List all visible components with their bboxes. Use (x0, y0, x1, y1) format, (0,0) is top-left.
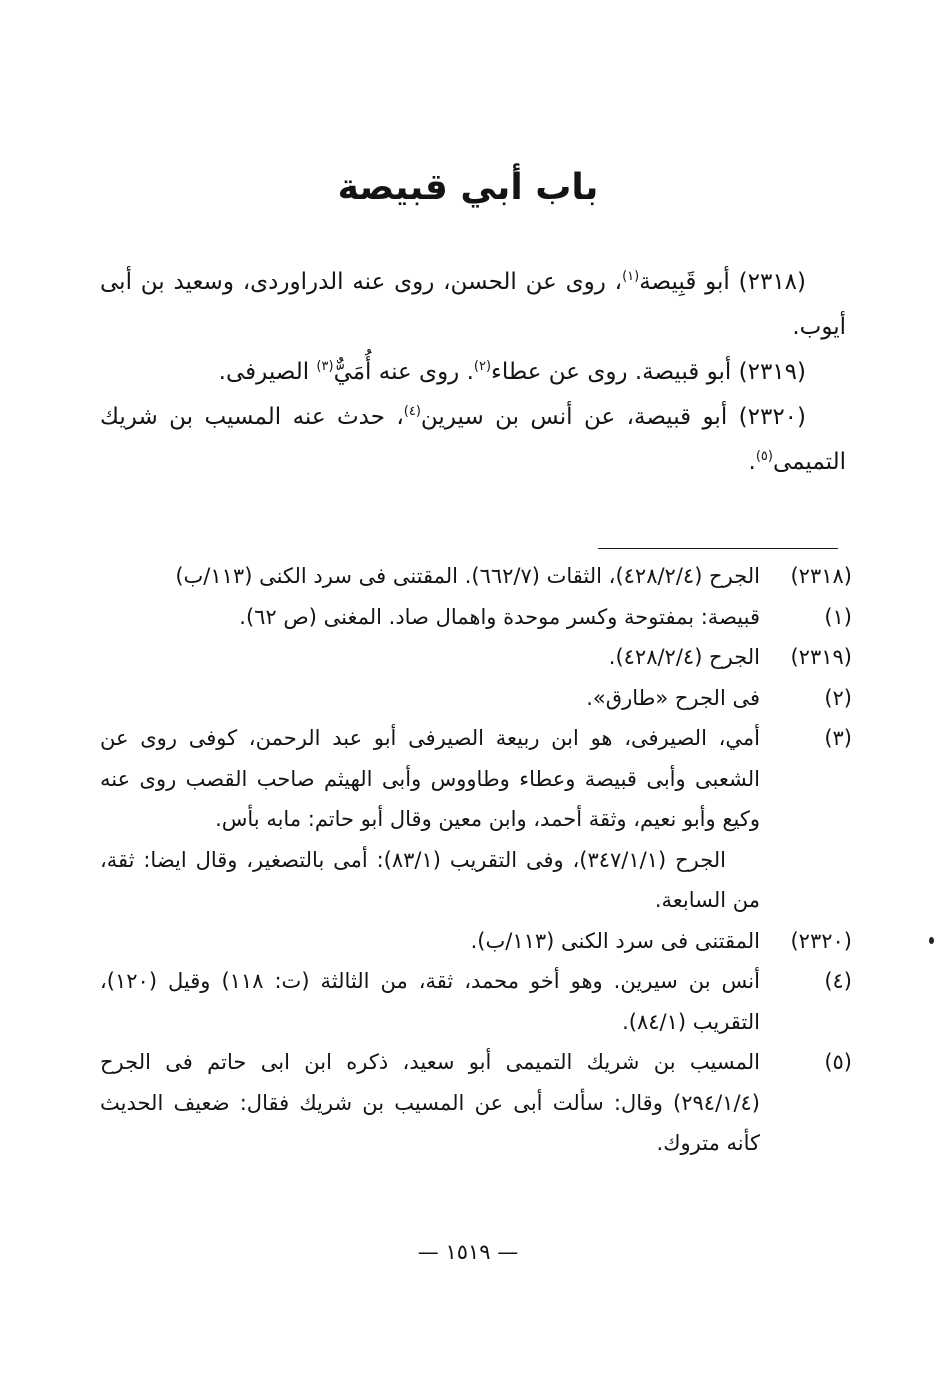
footnote-number: (٣) (824, 726, 852, 750)
entry-text: ، روى عن الحسن، روى عنه الدراوردى، وسعيد بن أبى أيوب. (100, 269, 846, 340)
page-number: — ١٥١٩ — (417, 1240, 519, 1264)
footnote-4 (100, 961, 852, 1042)
footnote-number: (٢٣١٨) (790, 564, 852, 588)
entry-text: الصيرفى. (218, 359, 317, 385)
entry-2320 (100, 395, 846, 485)
margin-mark (929, 937, 934, 944)
footnote-number: (٢٣٢٠) (790, 928, 852, 953)
footnote-text: أنس بن سيرين. وهو أخو محمد، ثقة، من الثالثة (ت: ١١٨) وقيل (١٢٠)، التقريب (٨٤/١). (100, 969, 760, 1034)
footnote-text: الجرح (٣٤٧/١/١)، وفى التقريب (٨٣/١): أمى بالتصغير، وقال ايضا: ثقة، من السابعة. (100, 847, 760, 912)
footnotes (100, 556, 852, 1164)
footnote-5 (100, 1042, 852, 1164)
chapter-title: باب أبي قبيصة (337, 167, 599, 208)
footnote-text: الجرح (٤٢٨/٢/٤). (608, 645, 760, 669)
footnote-number: (٢) (824, 685, 852, 710)
footnote-1 (100, 597, 852, 638)
footnote-2319 (100, 637, 852, 678)
footnote-3-continuation (100, 840, 852, 921)
footnote-separator (598, 548, 838, 549)
footnote-text: المسيب بن شريك التميمى أبو سعيد، ذكره ابن ابى حاتم فى الجرح (٢٩٤/١/٤) وقال: سألت أبى عن المسيب بن شريك فقال: ضعيف الحديث كأنه متروك. (100, 1050, 760, 1155)
entry-text: . (748, 449, 756, 475)
entry-2318 (100, 260, 846, 350)
footnote-2 (100, 678, 852, 719)
footnote-text: قبيصة: بمفتوحة وكسر موحدة واهمال صاد. المغنى (ص ٦٢). (239, 604, 760, 629)
footnote-number: (١) (824, 604, 852, 629)
entry-2319 (100, 350, 846, 395)
entry-number: (٢٣٢٠) (738, 404, 807, 430)
footnote-ref: (٥) (755, 449, 773, 464)
entry-text: أبو قبيصة، عن أنس بن سيرين (420, 404, 728, 430)
footnote-2318 (100, 556, 852, 597)
footnote-text: فى الجرح «طارق». (586, 685, 760, 710)
main-text (100, 260, 846, 485)
footnote-text: الجرح (٤٢٨/٢/٤)، الثقات (٦٦٢/٧). المقتنى فى سرد الكنى (١١٣/ب) (175, 564, 760, 588)
footnote-text: أمي، الصيرفى، هو ابن ربيعة الصيرفى أبو عبد الرحمن، كوفى روى عن الشعبى وأبى قبيصة وعطاء وطاووس وأبى الهيثم صاحب القصب روى عنه وكيع وأبو نعيم، وثقة أحمد، وابن معين وقال أبو حاتم: مابه بأس. (100, 726, 760, 831)
footnote-3 (100, 718, 852, 840)
entry-text: أبو قبيصة. روى عن عطاء (491, 359, 732, 385)
footnote-ref: (٢) (473, 359, 492, 374)
footnote-ref: (١) (622, 269, 640, 284)
entry-text: أبو قَبِيصة (639, 269, 730, 295)
footnote-number: (٤) (824, 969, 852, 993)
footnote-ref: (٤) (403, 404, 421, 419)
footnote-number: (٢٣١٩) (790, 645, 852, 669)
entry-text: . روى عنه أُمَيٌّ (333, 359, 474, 385)
footnote-ref: (٣) (316, 359, 334, 374)
footnote-text: المقتنى فى سرد الكنى (١١٣/ب). (470, 928, 760, 953)
footnote-2320 (100, 921, 852, 962)
entry-number: (٢٣١٩) (738, 359, 806, 385)
entry-text: ، حدث عنه المسيب بن شريك التميمى (100, 404, 846, 475)
footnote-number: (٥) (824, 1050, 852, 1074)
entry-number: (٢٣١٨) (738, 269, 807, 295)
